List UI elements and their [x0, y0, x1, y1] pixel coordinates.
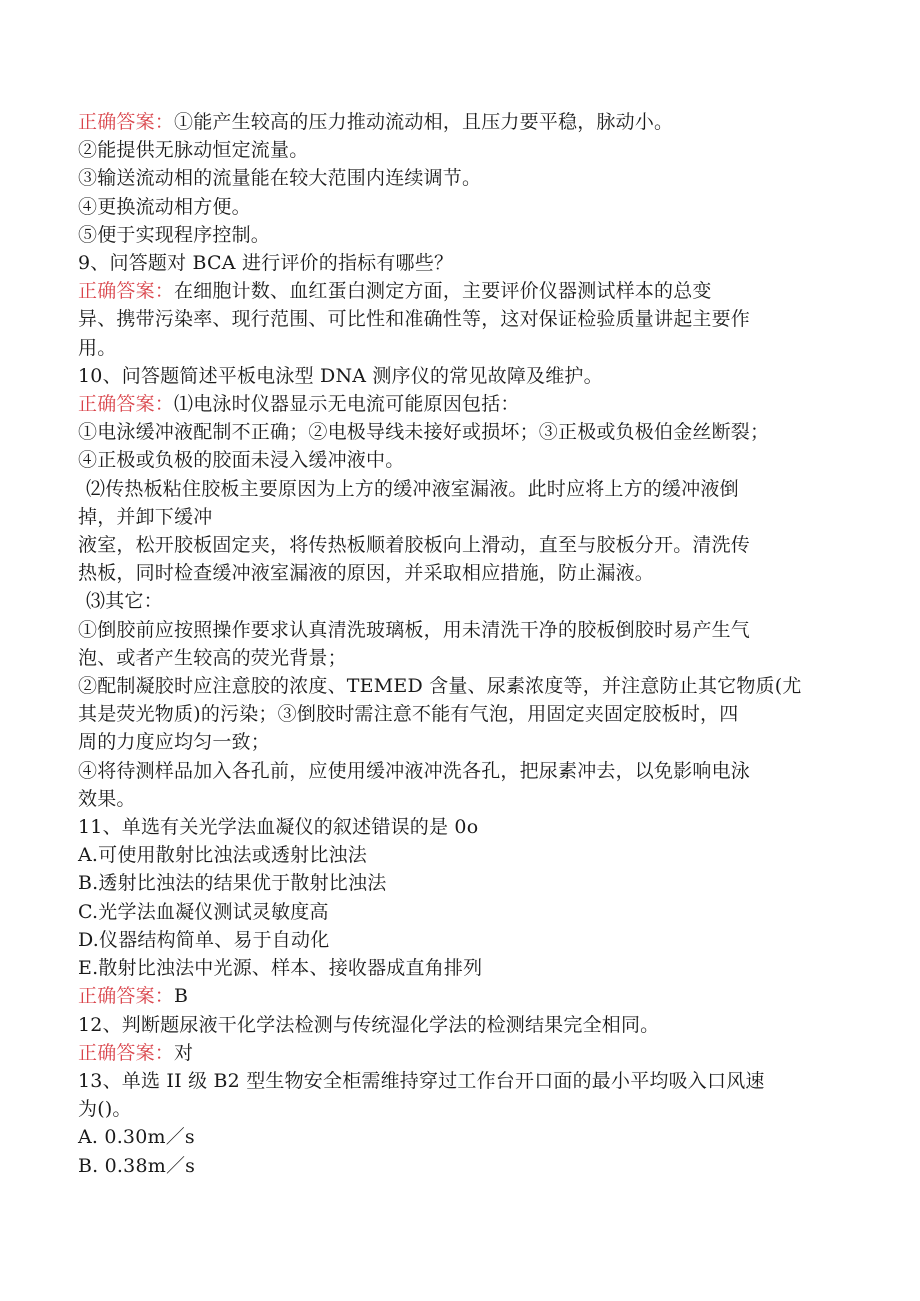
text-line [78, 503, 848, 531]
answer-line [78, 277, 848, 305]
line-text: 为()。 [78, 1098, 132, 1121]
line-text: 用。 [78, 336, 117, 359]
line-text: ⑵传热板粘住胶板主要原因为上方的缓冲液室漏液。此时应将上方的缓冲液倒 [86, 477, 739, 500]
text-line [78, 559, 848, 587]
question-line [78, 813, 848, 841]
line-text: 效果。 [78, 787, 136, 810]
line-text: A. 0.30m／s [78, 1126, 195, 1149]
line-text: ①电泳缓冲液配制不正确；②电极导线未接好或损坏；③正极或负极伯金丝断裂； [78, 421, 770, 444]
line-text: 9、问答题对 BCA 进行评价的指标有哪些？ [78, 252, 454, 275]
text-line [78, 221, 848, 249]
text-line [78, 785, 848, 813]
line-text: 液室，松开胶板固定夹，将传热板顺着胶板向上滑动，直至与胶板分开。清洗传 [78, 534, 751, 557]
line-text: ③输送流动相的流量能在较大范围内连续调节。 [78, 167, 482, 190]
line-text: 10、问答题简述平板电泳型 DNA 测序仪的常见故障及维护。 [78, 364, 603, 387]
text-line [78, 305, 848, 333]
text-line [78, 475, 848, 503]
answer-line [78, 390, 848, 418]
line-text: 掉，并卸下缓冲 [78, 505, 213, 528]
option-line [78, 898, 848, 926]
line-text: B.透射比浊法的结果优于散射比浊法 [78, 872, 387, 895]
answer-label: 正确答案： [78, 111, 175, 133]
line-text: 13、单选 II 级 B2 型生物安全柜需维持穿过工作台开口面的最小平均吸入口风速 [78, 1069, 765, 1092]
option-line [78, 869, 848, 897]
line-text: ⑤便于实现程序控制。 [78, 223, 271, 246]
line-text: 其是荧光物质)的污染；③倒胶时需注意不能有气泡，用固定夹固定胶板时，四 [78, 703, 739, 726]
line-text: ⑶其它： [86, 590, 163, 613]
text-line [78, 616, 848, 644]
line-text: B. 0.38m／s [78, 1154, 196, 1177]
text-line [78, 700, 848, 728]
line-text: 异、携带污染率、现行范围、可比性和准确性等，这对保证检验质量讲起主要作 [78, 308, 751, 331]
line-text: 11、单选有关光学法血凝仪的叙述错误的是 0o [78, 816, 479, 839]
line-text: C.光学法血凝仪测试灵敏度高 [78, 900, 329, 923]
answer-line [78, 108, 848, 136]
option-line [78, 841, 848, 869]
line-text: ④更换流动相方便。 [78, 195, 251, 218]
answer-label: 正确答案： [78, 280, 175, 303]
question-line [78, 1011, 848, 1039]
answer-label: 正确答案： [78, 985, 175, 1008]
option-line [78, 1123, 848, 1151]
text-line [78, 644, 848, 672]
question-line [78, 249, 848, 277]
text-line [78, 334, 848, 362]
line-text: E.散射比浊法中光源、样本、接收器成直角排列 [78, 957, 483, 980]
text-line [78, 136, 848, 164]
line-text: B [174, 985, 189, 1008]
line-text: D.仪器结构简单、易于自动化 [78, 928, 330, 951]
line-text: 12、判断题尿液干化学法检测与传统湿化学法的检测结果完全相同。 [78, 1013, 660, 1036]
option-line [78, 926, 848, 954]
line-text: ④正极或负极的胶面未浸入缓冲液中。 [78, 449, 405, 472]
answer-label: 正确答案： [78, 1041, 175, 1064]
text-line [78, 728, 848, 756]
text-line [78, 531, 848, 559]
line-text: 在细胞计数、血红蛋白测定方面，主要评价仪器测试样本的总变 [174, 280, 712, 303]
text-line [78, 164, 848, 192]
line-text: 热板，同时检查缓冲液室漏液的原因，并采取相应措施，防止漏液。 [78, 562, 655, 585]
question-line [78, 362, 848, 390]
text-line [78, 757, 848, 785]
text-line [78, 193, 848, 221]
text-line [78, 1095, 848, 1123]
option-line [78, 954, 848, 982]
line-text: 对 [174, 1041, 194, 1064]
document-page [78, 108, 848, 1180]
answer-line [78, 1039, 848, 1067]
line-text: 泡、或者产生较高的荧光背景； [78, 646, 347, 669]
line-text: ⑴电泳时仪器显示无电流可能原因包括： [174, 393, 520, 416]
question-line [78, 1067, 848, 1095]
text-line [78, 446, 848, 474]
answer-line [78, 982, 848, 1010]
option-line [78, 1152, 848, 1180]
line-text: ②能提供无脉动恒定流量。 [78, 139, 309, 162]
line-text: ①能产生较高的压力推动流动相，且压力要平稳，脉动小。 [174, 111, 674, 133]
line-text: 周的力度应均匀一致； [78, 731, 271, 754]
text-line [78, 418, 848, 446]
line-text: ④将待测样品加入各孔前，应使用缓冲液冲洗各孔，把尿素冲去，以免影响电泳 [78, 759, 751, 782]
line-text: ②配制凝胶时应注意胶的浓度、TEMED 含量、尿素浓度等，并注意防止其它物质(尤 [78, 675, 802, 698]
answer-label: 正确答案： [78, 393, 175, 416]
text-line [78, 587, 848, 615]
line-text: ①倒胶前应按照操作要求认真清洗玻璃板，用未清洗干净的胶板倒胶时易产生气 [78, 618, 751, 641]
text-line [78, 672, 848, 700]
line-text: A.可使用散射比浊法或透射比浊法 [78, 844, 367, 867]
